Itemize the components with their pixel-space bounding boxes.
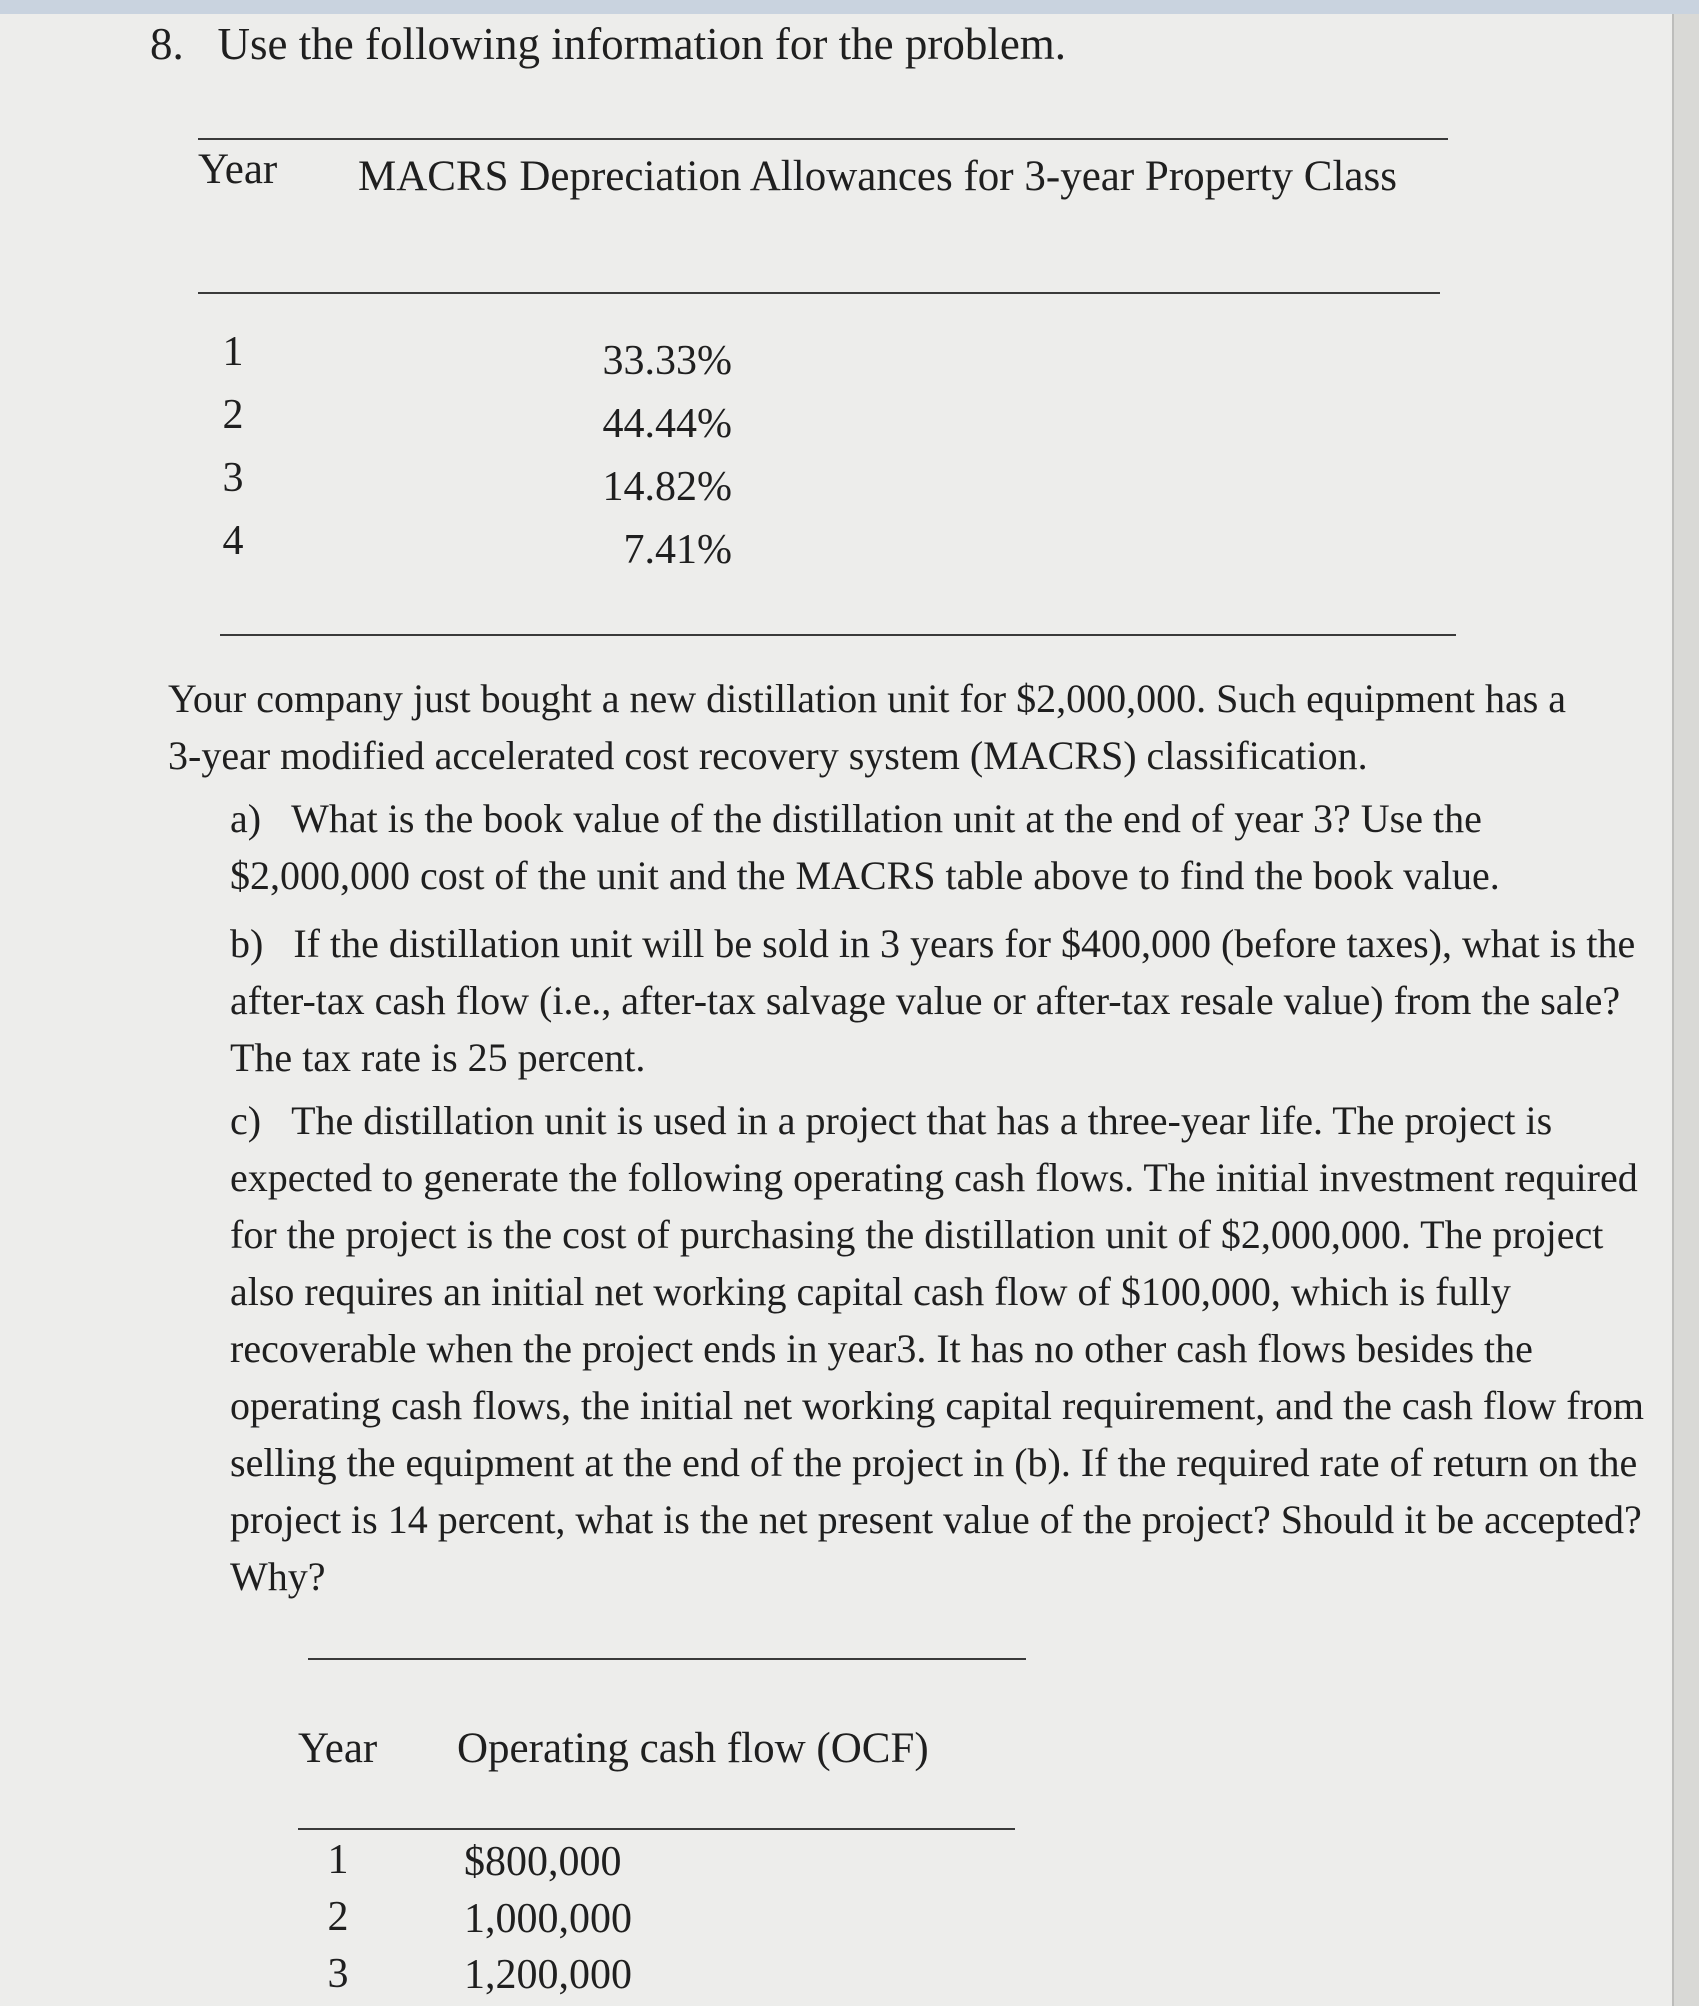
question-intro: Use the following information for the problem. [217,19,1067,69]
part-b-text: If the distillation unit will be sold in 3 years for $400,000 (before taxes), what is the after-tax cash flow (i.e., after-tax salvage value or after-tax resale value) from the sale? The tax rate is 25 percent. [230,921,1636,1080]
window-top-edge [0,0,1699,14]
ocf-year-cell: 2 [327,1894,349,1940]
part-b-label: b) [230,921,264,966]
macrs-header-year: Year [198,146,278,193]
macrs-year-cell: 4 [222,518,244,564]
part-c-text: The distillation unit is used in a project that has a three-year life. The project is expected to generate the following operating cash flows. The initial investment required for the project is the cost of purchasing the distillation unit of $2,000,000. The project also requires an initial net working capital cash flow of $100,000, which is fully recoverable when the project ends in year3. It has no other cash flows besides the operating cash flows, the initial net working capital requirement, and the cash flow from selling the equipment at the end of the project in (b). If the required rate of return on the project is 14 percent, what is the net present value of the project? Should it be accepted? Why? [230,1098,1645,1599]
macrs-rate-cell: 14.82% [602,464,732,510]
part-b [168,915,1650,1086]
ocf-value-cell: $800,000 [464,1839,622,1885]
macrs-year-cell: 3 [222,455,244,501]
part-a-text: What is the book value of the distillation unit at the end of year 3? Use the $2,000,000 cost of the unit and the MACRS table above to find the book value. [230,796,1500,898]
macrs-rate-cell: 33.33% [602,338,732,384]
ocf-year-cell: 3 [327,1951,349,1997]
ocf-table-header-rule [298,1828,1015,1830]
macrs-rate-cell: 44.44% [602,401,732,447]
ocf-value-cell: 1,200,000 [464,1952,632,1998]
part-c [168,1092,1650,1605]
macrs-rate-cell: 7.41% [623,527,732,573]
table-bottom-rule [220,634,1456,636]
question-number: 8. [150,19,184,69]
ocf-year-cell: 1 [327,1837,349,1883]
ocf-header-year: Year [298,1725,378,1772]
problem-statement: Your company just bought a new distillation unit for $2,000,000. Such equipment has a 3-year modified accelerated cost recovery system (MACRS) classification. [168,676,1567,778]
question-heading [150,18,1066,70]
ocf-table-top-rule [308,1658,1026,1660]
macrs-year-cell: 2 [222,392,244,438]
macrs-header-rate: MACRS Depreciation Allowances for 3-year Property Class [358,153,1397,200]
table-top-rule [198,138,1448,140]
ocf-header-ocf: Operating cash flow (OCF) [457,1725,929,1772]
part-a [168,790,1650,904]
part-c-label: c) [230,1098,262,1143]
part-a-label: a) [230,796,262,841]
macrs-year-cell: 1 [222,329,244,375]
table-header-rule [198,292,1440,294]
ocf-value-cell: 1,000,000 [464,1896,632,1942]
